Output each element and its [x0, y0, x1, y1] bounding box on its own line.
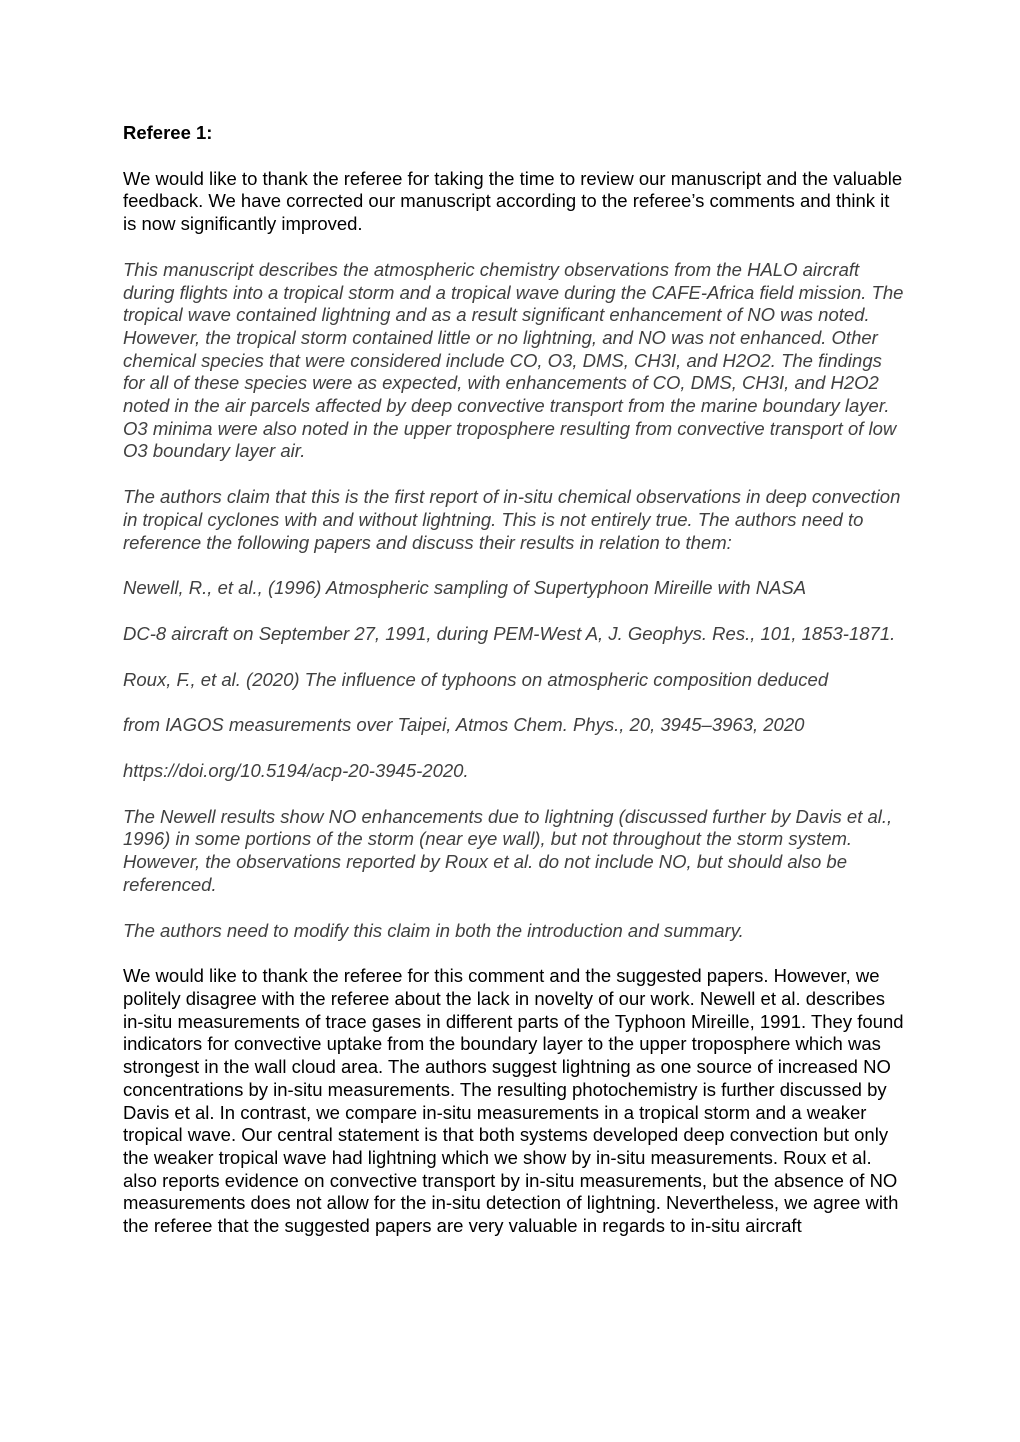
response-novelty: We would like to thank the referee for this comment and the suggested papers. However, we politely disagree with the referee about the lack in novelty of our work. Newell et al. describes in-situ measurements of trace gases in different parts of the Typhoon Mireille, 1991. They found indicators for convective uptake from the boundary layer to the upper troposphere which was strongest in the wall cloud area. The authors suggest lightning as one source of increased NO concentrations by in-situ measurements. The resulting photochemistry is further discussed by Davis et al. In contrast, we compare in-situ measurements in a tropical storm and a weaker tropical wave. Our central statement is that both systems developed deep convection but only the weaker tropical wave had lightning which we show by in-situ measurements. Roux et al. also reports evidence on convective transport by in-situ measurements, but the absence of NO measurements does not allow for the in-situ detection of lightning. Nevertheless, we agree with the referee that the suggested papers are very valuable in regards to in-situ aircraft — [123, 965, 904, 1237]
referee-comment-modify-claim: The authors need to modify this claim in both the introduction and summary. — [123, 919, 744, 941]
referee-comment-claim: The authors claim that this is the first report of in-situ chemical observations in deep convection in tropical cyclones with and without lightning. This is not entirely true. The authors need to reference the following papers and discuss their results in relation to them: — [123, 486, 901, 553]
referee-comment-newell-results: The Newell results show NO enhancements due to lightning (discussed further by Davis et al., 1996) in some portions of the storm (near eye wall), but not throughout the storm system. However, the observations reported by Roux et al. do not include NO, but should also be referenced. — [123, 805, 893, 895]
referee-heading: Referee 1: — [123, 122, 213, 143]
referee-comment-summary: This manuscript describes the atmospheric chemistry observations from the HALO aircraft during flights into a tropical storm and a tropical wave during the CAFE-Africa field mission. The tropical wave contained lightning and as a result significant enhancement of NO was noted. However, the tropical storm contained little or no lightning, and NO was not enhanced. Other chemical species that were considered include CO, O3, DMS, CH3I, and H2O2. The findings for all of these species were as expected, with enhancements of CO, DMS, CH3I, and H2O2 noted in the air parcels affected by deep convective transport from the marine boundary layer. O3 minima were also noted in the upper troposphere resulting from convective transport of low O3 boundary layer air. — [123, 258, 904, 462]
reference-newell-line2: DC-8 aircraft on September 27, 1991, during PEM-West A, J. Geophys. Res., 101, 1853-1871. — [123, 622, 896, 644]
reference-roux-doi: https://doi.org/10.5194/acp-20-3945-2020. — [123, 760, 469, 782]
response-intro: We would like to thank the referee for taking the time to review our manuscript and the valuable feedback. We have corrected our manuscript according to the referee’s comments and think it is now significantly improved. — [123, 167, 903, 235]
reference-roux-line1: Roux, F., et al. (2020) The influence of typhoons on atmospheric composition deduced — [123, 668, 829, 690]
reference-roux-line2: from IAGOS measurements over Taipei, Atmos Chem. Phys., 20, 3945–3963, 2020 — [123, 714, 805, 736]
document-page — [123, 122, 905, 1261]
reference-newell-line1: Newell, R., et al., (1996) Atmospheric sampling of Supertyphoon Mireille with NASA — [123, 577, 807, 599]
